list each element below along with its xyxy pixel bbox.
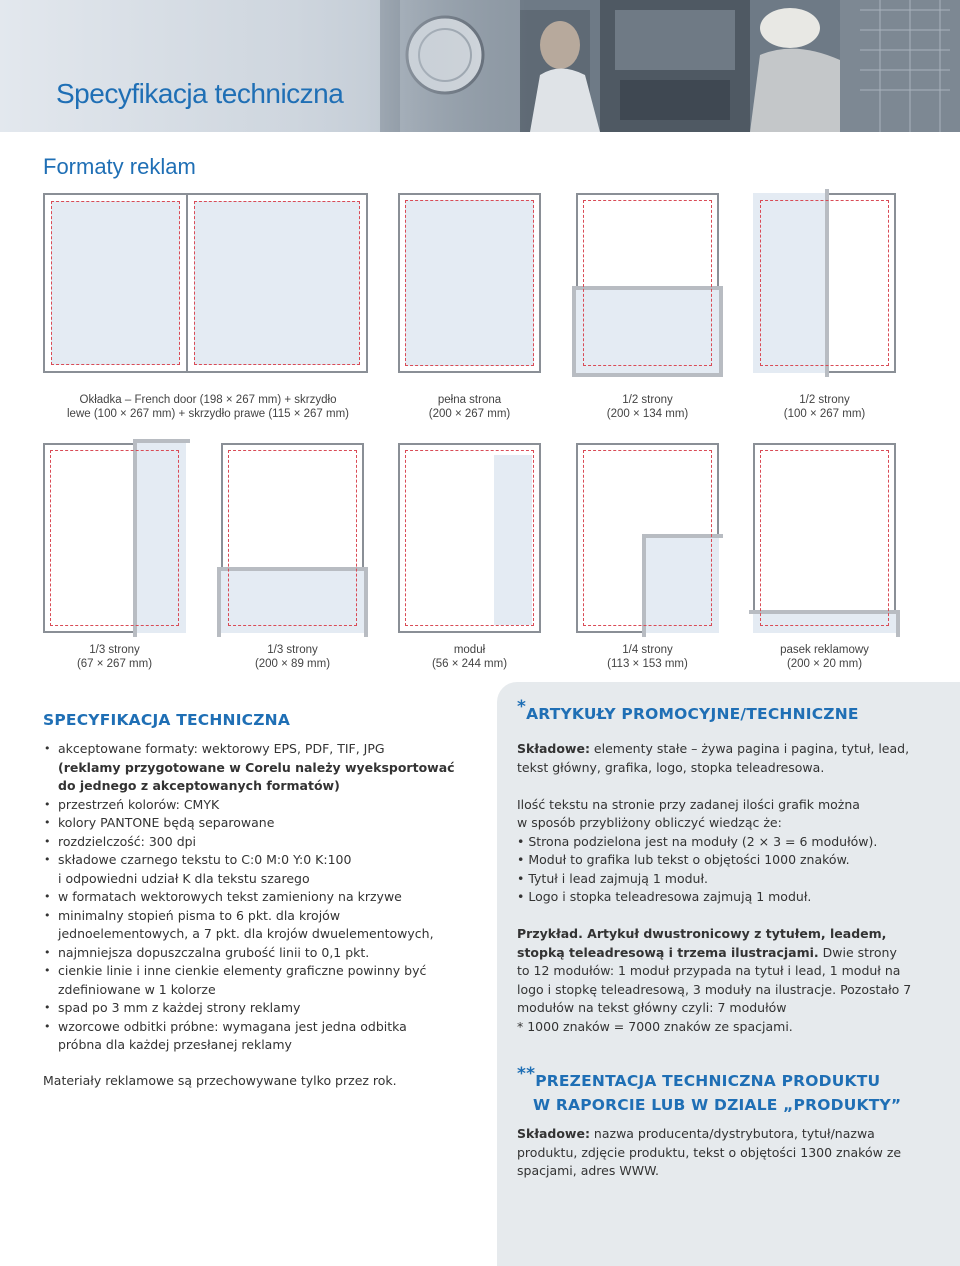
presentation-heading bbox=[517, 1064, 881, 1091]
caption-line: (56 × 244 mm) bbox=[431, 658, 508, 670]
spec-continuation-line: i odpowiedni udział K dla tekstu szarego bbox=[58, 870, 310, 886]
page-title: Specyfikacja techniczna bbox=[56, 78, 344, 109]
spec-continuation-line: (reklamy przygotowane w Corelu należy wyeksportować bbox=[58, 759, 455, 775]
text-span: Dwie strony bbox=[818, 944, 897, 960]
text-line: Ilość tekstu na stronie przy zadanej ilości grafik można bbox=[517, 796, 860, 812]
text-line bbox=[517, 740, 937, 759]
caption-line: pasek reklamowy bbox=[780, 644, 869, 656]
caption-line: (200 × 89 mm) bbox=[254, 658, 331, 670]
format-caption bbox=[398, 643, 541, 671]
section-title: Formaty reklam bbox=[43, 154, 196, 179]
spec-bullet-item: • w formatach wektorowych tekst zamieniony na krzywe bbox=[43, 888, 463, 907]
spec-bullet-item: • cienkie linie i inne cienkie elementy graficzne powinny być bbox=[43, 962, 463, 981]
trim-line bbox=[228, 450, 357, 626]
example-bold: stopką teleadresową i trzema ilustracjami. bbox=[517, 944, 819, 960]
text-span: nazwa producenta/dystrybutora, tytuł/nazwa bbox=[589, 1126, 875, 1141]
caption-line: moduł bbox=[453, 644, 486, 656]
format-caption bbox=[398, 393, 541, 421]
components-label: Składowe: bbox=[517, 1126, 590, 1141]
spec-bullet-item: • akceptowane formaty: wektorowy EPS, PDF, TIF, JPG bbox=[43, 740, 463, 759]
text-line bbox=[517, 1125, 937, 1144]
presentation-heading-line: W RAPORCIE LUB W DZIALE „PRODUKTY” bbox=[533, 1096, 902, 1114]
spec-bullet-item: • przestrzeń kolorów: CMYK bbox=[43, 796, 463, 815]
spec-continuation-line: jednoelementowych, a 7 pkt. dla krojów dwuelementowych, bbox=[58, 926, 434, 941]
text-line: tekst główny, grafika, logo, stopka teleadresowa. bbox=[517, 759, 825, 775]
bullet-line: • Tytuł i lead zajmują 1 moduł. bbox=[517, 870, 708, 886]
fold-line bbox=[186, 193, 188, 373]
spec-continuation-line: do jednego z akceptowanych formatów) bbox=[58, 778, 340, 793]
spacer bbox=[517, 907, 937, 926]
presentation-body bbox=[517, 1125, 937, 1181]
trim-line bbox=[51, 201, 180, 365]
text-line: modułów na tekst główny czyli: 7 modułów bbox=[517, 1000, 787, 1015]
text-line bbox=[517, 925, 937, 944]
caption-line: 1/3 strony bbox=[89, 644, 140, 656]
caption-line: 1/2 strony bbox=[799, 394, 850, 406]
spec-bullet-item: • minimalny stopień pisma to 6 pkt. dla krojów bbox=[43, 907, 463, 926]
caption-line: (100 × 267 mm) bbox=[783, 408, 866, 420]
bullet-line: • Strona podzielona jest na moduły (2 × 3 = 6 modułów). bbox=[517, 833, 878, 849]
spec-heading: SPECYFIKACJA TECHNICZNA bbox=[43, 711, 291, 729]
format-caption bbox=[43, 643, 186, 671]
caption-line: 1/4 strony bbox=[622, 644, 673, 656]
caption-line: 1/2 strony bbox=[622, 394, 673, 406]
spec-footer: Materiały reklamowe są przechowywane tylko przez rok. bbox=[43, 1073, 397, 1088]
spec-bullet-item: • rozdzielczość: 300 dpi bbox=[43, 833, 463, 852]
text-line: spacjami, adres WWW. bbox=[517, 1163, 659, 1178]
text-line: logo i stopkę teleadresową, 3 moduły na ilustracje. Pozostało 7 bbox=[517, 981, 912, 997]
trim-line bbox=[50, 450, 179, 626]
format-caption bbox=[753, 393, 896, 421]
caption-line: (200 × 20 mm) bbox=[786, 658, 863, 670]
spec-bullet-item: • spad po 3 mm z każdej strony reklamy bbox=[43, 999, 463, 1018]
bullet-line: • Moduł to grafika lub tekst o objętości 1000 znaków. bbox=[517, 852, 850, 867]
text-span: elementy stałe – żywa pagina i pagina, tytuł, lead, bbox=[589, 741, 910, 756]
caption-line: (113 × 153 mm) bbox=[607, 658, 688, 670]
caption-line: 1/3 strony bbox=[267, 644, 318, 656]
presentation-heading-line: PREZENTACJA TECHNICZNA PRODUKTU bbox=[535, 1072, 881, 1090]
caption-line: pełna strona bbox=[437, 394, 502, 406]
example-bold: Przykład. Artykuł dwustronicowy z tytułem, leadem, bbox=[517, 926, 887, 941]
trim-line bbox=[405, 450, 534, 626]
articles-heading-text: ARTYKUŁY PROMOCYJNE/TECHNICZNE bbox=[526, 705, 859, 723]
trim-line bbox=[405, 200, 534, 366]
format-caption bbox=[576, 643, 719, 671]
articles-body bbox=[517, 740, 937, 1036]
spec-bullet-item: • kolory PANTONE będą separowane bbox=[43, 814, 463, 833]
text-line: produktu, zdjęcie produktu, tekst o objętości 1300 znaków ze bbox=[517, 1144, 902, 1160]
trim-line bbox=[194, 201, 360, 365]
bullet-line: • Logo i stopka teleadresowa zajmują 1 moduł. bbox=[517, 889, 812, 904]
spec-list bbox=[43, 740, 463, 1055]
spec-continuation-line: próbna dla każdej przesłanej reklamy bbox=[58, 1037, 292, 1052]
caption-line: (200 × 134 mm) bbox=[606, 408, 689, 420]
format-caption bbox=[576, 393, 719, 421]
format-caption bbox=[43, 393, 373, 421]
spec-bullet-item: • najmniejsza dopuszczalna grubość linii to 0,1 pkt. bbox=[43, 944, 463, 963]
spec-continuation-line: zdefiniowane w 1 kolorze bbox=[58, 981, 216, 997]
trim-line bbox=[583, 200, 712, 366]
caption-line: (200 × 267 mm) bbox=[428, 408, 511, 420]
footnote-star: * bbox=[517, 697, 527, 717]
text-line: w sposób przybliżony obliczyć wiedząc że: bbox=[517, 815, 782, 830]
format-caption bbox=[753, 643, 896, 671]
articles-heading bbox=[517, 697, 859, 724]
caption-line: lewe (100 × 267 mm) + skrzydło prawe (115 × 267 mm) bbox=[67, 408, 349, 420]
trim-line bbox=[760, 450, 889, 626]
header-photo bbox=[0, 0, 960, 132]
text-line: * 1000 znaków = 7000 znaków ze spacjami. bbox=[517, 1018, 793, 1034]
spacer bbox=[517, 777, 937, 796]
trim-line bbox=[583, 450, 712, 626]
components-label: Składowe: bbox=[517, 741, 590, 756]
text-line bbox=[517, 944, 937, 963]
footnote-star: ** bbox=[517, 1064, 536, 1084]
trim-line bbox=[760, 200, 889, 366]
spec-bullet-item: • składowe czarnego tekstu to C:0 M:0 Y:0 K:100 bbox=[43, 851, 463, 870]
caption-line: (67 × 267 mm) bbox=[76, 658, 153, 670]
text-line: to 12 modułów: 1 moduł przypada na tytuł i lead, 1 moduł na bbox=[517, 963, 901, 978]
header-banner bbox=[0, 0, 960, 132]
spec-bullet-item: • wzorcowe odbitki próbne: wymagana jest jedna odbitka bbox=[43, 1018, 463, 1037]
caption-line: Okładka – French door (198 × 267 mm) + skrzydło bbox=[79, 394, 337, 406]
format-caption bbox=[221, 643, 364, 671]
